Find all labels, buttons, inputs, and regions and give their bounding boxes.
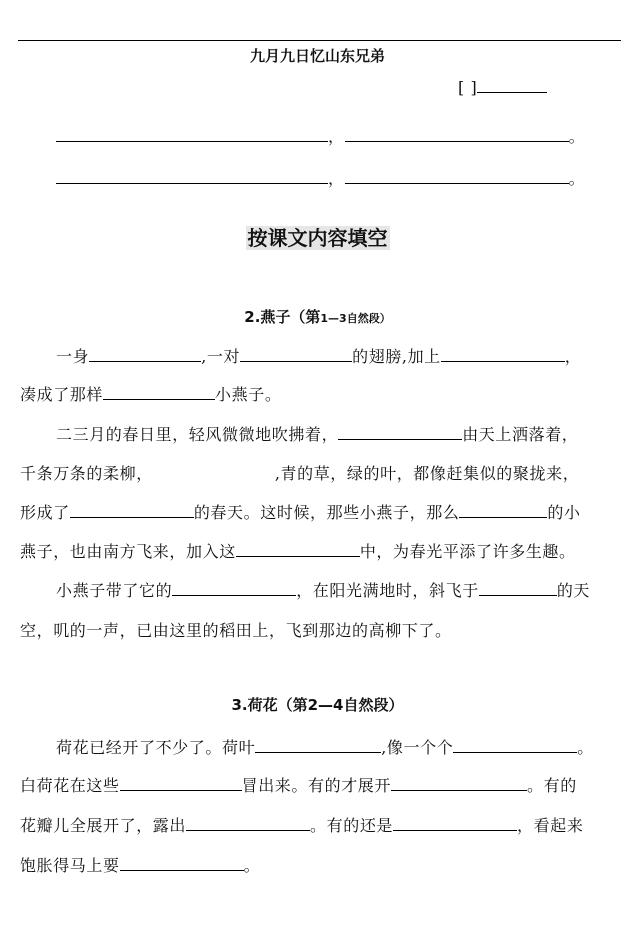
blank[interactable]: [186, 816, 310, 831]
title-main: 2.燕子（第: [244, 308, 321, 326]
blank[interactable]: [441, 347, 565, 362]
blank[interactable]: [255, 738, 381, 753]
blank[interactable]: [89, 347, 201, 362]
period: 。: [568, 127, 586, 146]
blank[interactable]: [479, 581, 557, 596]
blank[interactable]: [453, 738, 577, 753]
text: 。有的: [527, 776, 577, 795]
text: 。: [243, 856, 261, 875]
text: ，: [564, 347, 582, 366]
poem-line-1: [56, 124, 585, 147]
s2-line-1: [56, 344, 581, 367]
poem-title: 九月九日忆山东兄弟: [249, 47, 385, 65]
poem-blank[interactable]: [345, 127, 569, 142]
s2-line-3: [56, 422, 578, 445]
text: 的春天。这时候，那些小燕子，那么: [193, 503, 460, 522]
text: 花瓣儿全展开了，露出: [20, 816, 187, 835]
text: 。: [577, 738, 594, 757]
text: 二三月的春日里，轻风微微地吹拂着，: [56, 425, 339, 444]
text: 中，为春光平添了许多生趣。: [359, 542, 576, 561]
text: 一身: [56, 347, 90, 366]
author-blank[interactable]: [477, 78, 547, 93]
text: 由天上洒落着，: [462, 425, 579, 444]
blank[interactable]: [459, 503, 547, 518]
text: 荷花已经开了不少了。荷叶: [56, 738, 256, 757]
heading-text: 按课文内容填空: [247, 226, 388, 250]
text: ,像一个个: [381, 738, 454, 757]
s2-line-8: [20, 618, 452, 641]
text: 冒出来。有的才展开: [241, 776, 392, 795]
blank[interactable]: [391, 776, 527, 791]
section2-title: [0, 306, 635, 327]
poem-author-bracket: [458, 78, 547, 97]
text: 。有的还是: [310, 816, 394, 835]
comma: ，: [328, 127, 345, 146]
comma: ，: [328, 169, 345, 188]
poem-blank[interactable]: [56, 169, 328, 184]
text: 的小: [547, 503, 581, 522]
bracket-text: [ ]: [458, 78, 478, 97]
poem-blank[interactable]: [345, 169, 569, 184]
blank[interactable]: [338, 425, 462, 440]
text: 空，叽的一声，已由这里的稻田上，飞到那边的高柳下了。: [20, 621, 452, 640]
s3-line-4: [20, 853, 260, 876]
text: 小燕子。: [215, 385, 282, 404]
section-heading: [0, 222, 635, 251]
title-small: 1—3自然段）: [320, 312, 391, 325]
text: 饱胀得马上要: [20, 856, 120, 875]
text: 的翅膀,加上: [352, 347, 441, 366]
blank[interactable]: [393, 816, 517, 831]
text: 千条万条的柔柳，: [20, 464, 153, 483]
s3-line-3: [20, 813, 583, 836]
blank[interactable]: [120, 776, 242, 791]
blank[interactable]: [120, 856, 244, 871]
text: ,青的草，绿的叶，都像赶集似的聚拢来，: [274, 464, 580, 483]
blank[interactable]: [240, 347, 352, 362]
blank[interactable]: [172, 581, 296, 596]
s3-line-2: [20, 773, 577, 796]
s2-line-5: [20, 500, 581, 523]
text: 白荷花在这些: [20, 776, 120, 795]
text: 凑成了那样: [20, 385, 104, 404]
text: ,一对: [201, 347, 241, 366]
section3-title: 3.荷花（第2—4自然段）: [231, 696, 404, 714]
top-rule: [18, 40, 621, 41]
blank[interactable]: [70, 503, 194, 518]
period: 。: [568, 169, 586, 188]
text: 小燕子带了它的: [56, 581, 173, 600]
s2-line-2: [20, 382, 281, 405]
s2-line-4: [20, 461, 579, 484]
text: ，看起来: [517, 816, 584, 835]
s3-line-1: [56, 735, 594, 758]
s2-line-6: [20, 539, 576, 562]
text: 形成了: [20, 503, 70, 522]
text: 燕子，也由南方飞来，加入这: [20, 542, 236, 561]
text: ，在阳光满地时，斜飞于: [296, 581, 479, 600]
blank[interactable]: [236, 542, 360, 557]
poem-blank[interactable]: [56, 127, 328, 142]
blank[interactable]: [103, 385, 215, 400]
s2-line-7: [56, 578, 590, 601]
text: 的天: [556, 581, 591, 600]
poem-line-2: [56, 166, 585, 189]
